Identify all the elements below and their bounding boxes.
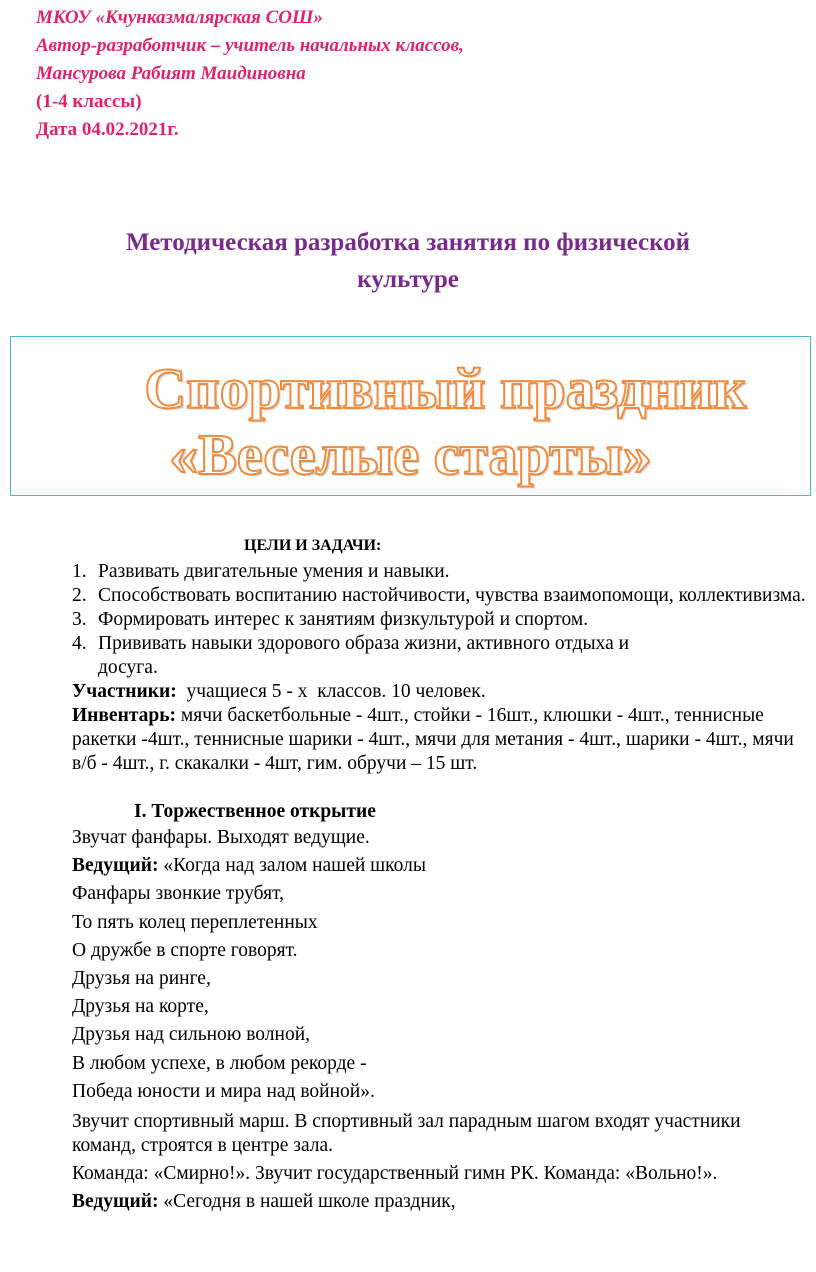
goal-text: Формировать интерес к занятиям физкультурой и спортом.: [98, 609, 589, 630]
author-name: Мансурова Рабият Маидиновна: [36, 63, 306, 84]
verse-line: О дружбе в спорте говорят.: [72, 939, 298, 961]
section-body: [72, 824, 808, 1106]
verse-line: [72, 852, 808, 880]
participants-text: учащиеся 5 - х классов. 10 человек.: [176, 681, 486, 702]
host-label: Ведущий:: [72, 855, 159, 877]
goal-number: 1.: [72, 561, 87, 582]
participants-label: Участники:: [72, 681, 177, 702]
verse-line: Фанфары звонкие трубят,: [72, 883, 284, 905]
author-role: Автор-разработчик – учитель начальных классов,: [36, 35, 464, 56]
school-name: МКОУ «Кчунказмалярская СОШ»: [36, 7, 323, 28]
goal-number: 4.: [72, 633, 87, 654]
verse-line: Друзья на ринге,: [72, 968, 211, 990]
inventory: [72, 704, 808, 776]
goal-item: [72, 608, 808, 632]
section-title: I. Торжественное открытие: [134, 801, 376, 822]
verse-line: Победа юности и мира над войной».: [72, 1080, 375, 1102]
banner-line-2: «Веселые старты»: [169, 422, 652, 487]
goal-number: 2.: [72, 585, 87, 606]
goal-number: 3.: [72, 609, 87, 630]
command-text: Команда: «Смирно!». Звучит государственный гимн РК. Команда: «Вольно!».: [72, 1163, 718, 1185]
participants: [72, 680, 808, 704]
verse-text: «Когда над залом нашей школы: [158, 855, 426, 877]
subject-title: [0, 224, 816, 298]
subject-line-1: Методическая разработка занятия по физической: [125, 229, 691, 256]
verse-line: Друзья над сильною волной,: [72, 1024, 311, 1046]
banner-line-1: Спортивный праздник: [144, 356, 747, 421]
document-body: [72, 534, 808, 1214]
host-label: Ведущий:: [72, 1191, 159, 1213]
goals-title: ЦЕЛИ И ЗАДАЧИ:: [244, 537, 382, 554]
fanfare-text: Звучат фанфары. Выходят ведущие.: [72, 827, 370, 848]
goal-text: Развивать двигательные умения и навыки.: [98, 561, 450, 582]
goal-item: [72, 584, 808, 608]
inventory-text: мячи баскетбольные - 4шт., стойки - 16шт., клюшки - 4шт., теннисные ракетки -4шт., теннисные шарики - 4шт., мячи для метания - 4шт., шарики - 4шт., мячи в/б - 4шт., г. скакалки - 4шт, гим. обручи – 15 шт.: [72, 705, 794, 774]
goal-text: Способствовать воспитанию настойчивости, чувства взаимопомощи, коллективизма.: [98, 585, 806, 606]
goal-item: [72, 632, 808, 680]
host-text: «Сегодня в нашей школе праздник,: [158, 1191, 456, 1213]
document-header: [36, 4, 464, 144]
verse-line: То пять колец переплетенных: [72, 911, 318, 933]
date: Дата 04.02.2021г.: [36, 119, 179, 140]
host-line: [72, 1190, 808, 1214]
goal-item: [72, 560, 808, 584]
goal-text: Прививать навыки здорового образа жизни, активного отдыха и досуга.: [98, 633, 630, 678]
inventory-label: Инвентарь:: [72, 705, 177, 726]
march-text: Звучит спортивный марш. В спортивный зал парадным шагом входят участники команд, строятся в центре зала.: [72, 1111, 741, 1157]
grades: (1-4 классы): [36, 91, 142, 112]
verse-line: Друзья на корте,: [72, 996, 209, 1018]
verse-line: В любом успехе, в любом рекорде -: [72, 1052, 367, 1074]
title-banner: [10, 336, 811, 496]
subject-line-2: культуре: [357, 266, 459, 293]
